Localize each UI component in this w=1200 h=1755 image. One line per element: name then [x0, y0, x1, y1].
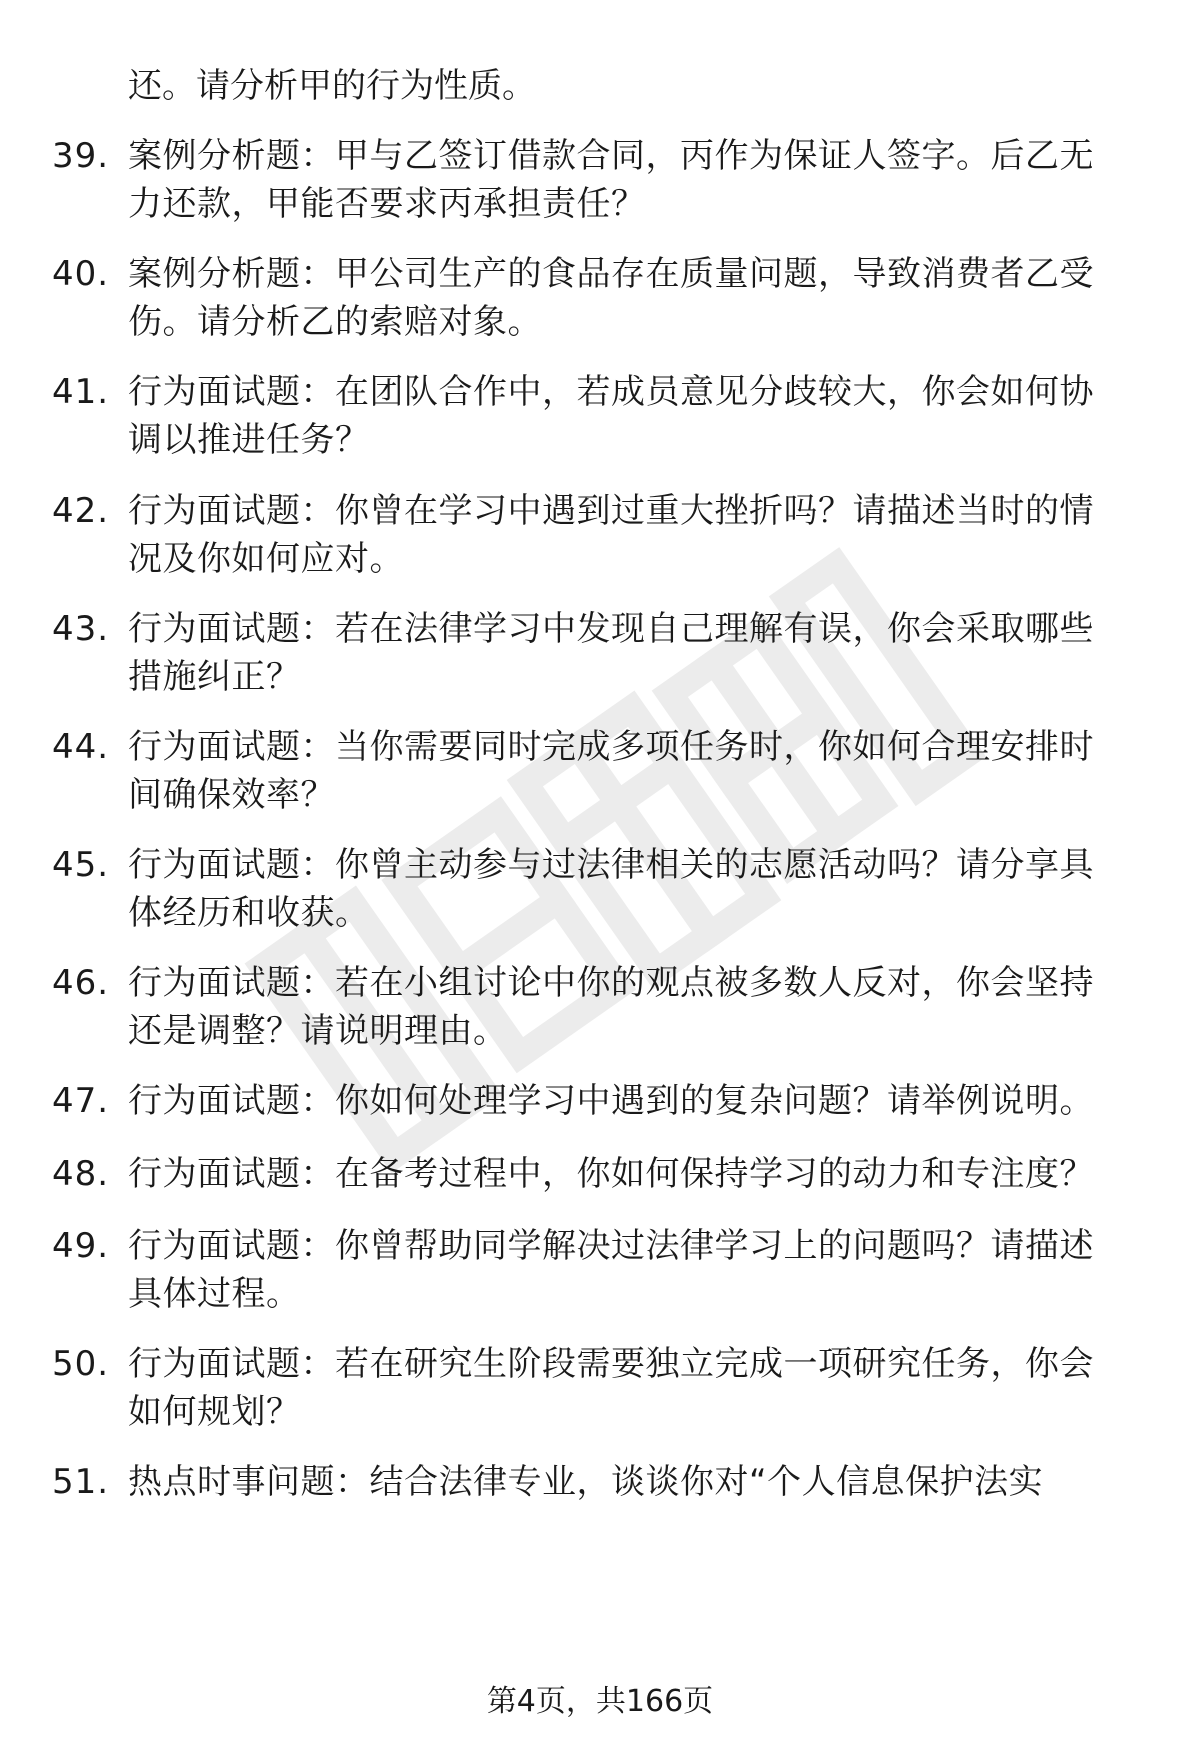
item-text-line: 案例分析题：甲与乙签订借款合同，丙作为保证人签字。后乙无: [128, 136, 1094, 176]
item-number: 39.: [52, 136, 110, 176]
item-number: 40.: [52, 254, 110, 294]
item-number: 46.: [52, 963, 110, 1003]
item-text-line: 如何规划？: [128, 1392, 301, 1432]
item-text: [128, 250, 1138, 346]
item-number: 47.: [52, 1081, 110, 1121]
item-text-line: 案例分析题：甲公司生产的食品存在质量问题，导致消费者乙受: [128, 254, 1094, 294]
item-number: 45.: [52, 845, 110, 885]
item-text: [128, 1340, 1138, 1436]
item-text: [128, 368, 1138, 464]
continuation-text: 还。请分析甲的行为性质。: [128, 66, 536, 106]
item-text-line: 行为面试题：若在法律学习中发现自己理解有误，你会采取哪些: [128, 609, 1094, 649]
item-text-line: 行为面试题：你曾帮助同学解决过法律学习上的问题吗？请描述: [128, 1226, 1094, 1266]
item-text: [128, 1077, 1138, 1125]
item-text-line: 行为面试题：在团队合作中，若成员意见分歧较大，你会如何协: [128, 372, 1094, 412]
item-number: 41.: [52, 372, 110, 412]
item-text-line: 间确保效率？: [128, 775, 335, 815]
item-text-line: 行为面试题：在备考过程中，你如何保持学习的动力和专注度？: [128, 1154, 1094, 1194]
item-text: [128, 1222, 1138, 1318]
item-text-line: 热点时事问题：结合法律专业，谈谈你对“个人信息保护法实: [128, 1462, 1044, 1502]
item-text-line: 还是调整？请说明理由。: [128, 1011, 508, 1051]
item-number: 44.: [52, 727, 110, 767]
item-number: 49.: [52, 1226, 110, 1266]
item-number: 51.: [52, 1462, 110, 1502]
item-text-line: 体经历和收获。: [128, 893, 370, 933]
item-text: [128, 1150, 1138, 1198]
item-text: [128, 841, 1138, 937]
item-text: [128, 487, 1138, 583]
item-text-line: 措施纠正？: [128, 657, 301, 697]
item-number: 43.: [52, 609, 110, 649]
item-text-line: 具体过程。: [128, 1274, 301, 1314]
item-text-line: 况及你如何应对。: [128, 539, 404, 579]
item-text: [128, 132, 1138, 228]
item-text-line: 行为面试题：若在研究生阶段需要独立完成一项研究任务，你会: [128, 1344, 1094, 1384]
item-text-line: 行为面试题：当你需要同时完成多项任务时，你如何合理安排时: [128, 727, 1094, 767]
item-text-line: 力还款，甲能否要求丙承担责任？: [128, 184, 646, 224]
item-number: 48.: [52, 1154, 110, 1194]
item-number: 42.: [52, 491, 110, 531]
item-text: [128, 1458, 1138, 1506]
item-text-line: 行为面试题：你曾主动参与过法律相关的志愿活动吗？请分享具: [128, 845, 1094, 885]
item-text: [128, 723, 1138, 819]
item-text: [128, 605, 1138, 701]
page-footer: 第4页，共166页: [486, 1684, 714, 1719]
item-text-line: 伤。请分析乙的索赔对象。: [128, 302, 542, 342]
item-text-line: 调以推进任务？: [128, 420, 370, 460]
item-text-line: 行为面试题：若在小组讨论中你的观点被多数人反对，你会坚持: [128, 963, 1094, 1003]
item-text-line: 行为面试题：你曾在学习中遇到过重大挫折吗？请描述当时的情: [128, 491, 1094, 531]
item-number: 50.: [52, 1344, 110, 1384]
item-text-line: 行为面试题：你如何处理学习中遇到的复杂问题？请举例说明。: [128, 1081, 1094, 1121]
item-text: [128, 959, 1138, 1055]
